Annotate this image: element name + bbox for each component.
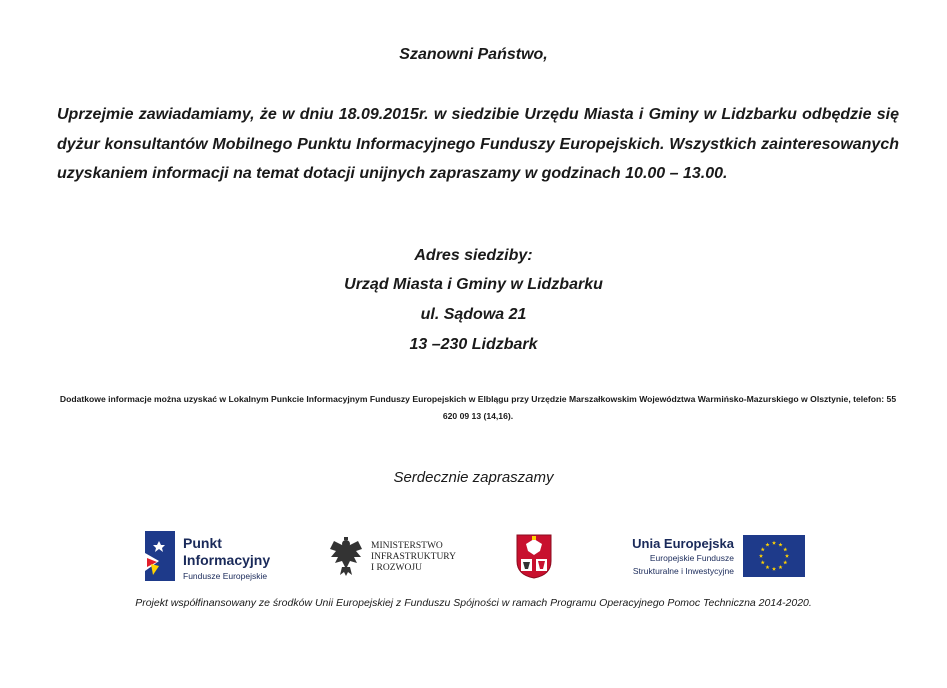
punkt-line2: Informacyjny [183,552,271,568]
eu-flag [743,535,805,577]
address-city: 13 –230 Lidzbark [409,336,538,353]
eu-text-block [606,536,734,577]
punkt-line3: Fundusze Europejskie [183,571,268,581]
logo-row [0,527,947,585]
ministry-logo [328,535,478,581]
eu-flag-icon [743,535,805,577]
ministry-line2: INFRASTRUKTURY [371,552,456,562]
ministry-line3: I ROZWOJU [371,563,422,573]
salutation: Szanowni Państwo, [399,46,548,63]
letter-body: Uprzejmie zawiadamiamy, że w dniu 18.09.2015r. w siedzibie Urzędu Miasta i Gminy w Lidzbarku odbędzie się dyżur konsultantów Mobilnego Punktu Informacyjnego Funduszy Europejskich. Wszystkich zainteresowanych uzyskaniem informacji na temat dotacji unijnych zapraszamy w godzinach 10.00 – 13.00. [57,106,899,182]
address-heading: Adres siedziby: [414,247,533,264]
footnote: Projekt współfinansowany ze środków Unii Europejskiej z Funduszu Spójności w ramach Programu Operacyjnego Pomoc Techniczna 2014-2020. [135,597,812,609]
eu-sub2: Strukturalne i Inwestycyjne [632,566,734,576]
punkt-informacyjny-icon [145,531,175,581]
punkt-informacyjny-logo [145,531,295,585]
closing-text: Serdecznie zapraszamy [393,469,554,486]
eagle-emblem-icon [328,535,364,577]
region-coat-of-arms [515,533,553,579]
additional-info: Dodatkowe informacje można uzyskać w Lokalnym Punkcie Informacyjnym Funduszy Europejskich w Elblągu przy Urzędzie Marszałkowskim Województwa Warmińsko-Mazurskiego w Olsztynie, telefon: 55 620 09 13 (14,16). [59,394,897,421]
eu-title: Unia Europejska [632,536,734,551]
coat-of-arms-icon [515,533,553,579]
ministry-name [371,541,456,574]
eu-sub1: Europejskie Fundusze [649,553,734,563]
address-office: Urząd Miasta i Gminy w Lidzbarku [344,276,603,293]
punkt-line1: Punkt [183,535,222,551]
ministry-line1: MINISTERSTWO [371,541,443,551]
address-street: ul. Sądowa 21 [420,306,527,323]
